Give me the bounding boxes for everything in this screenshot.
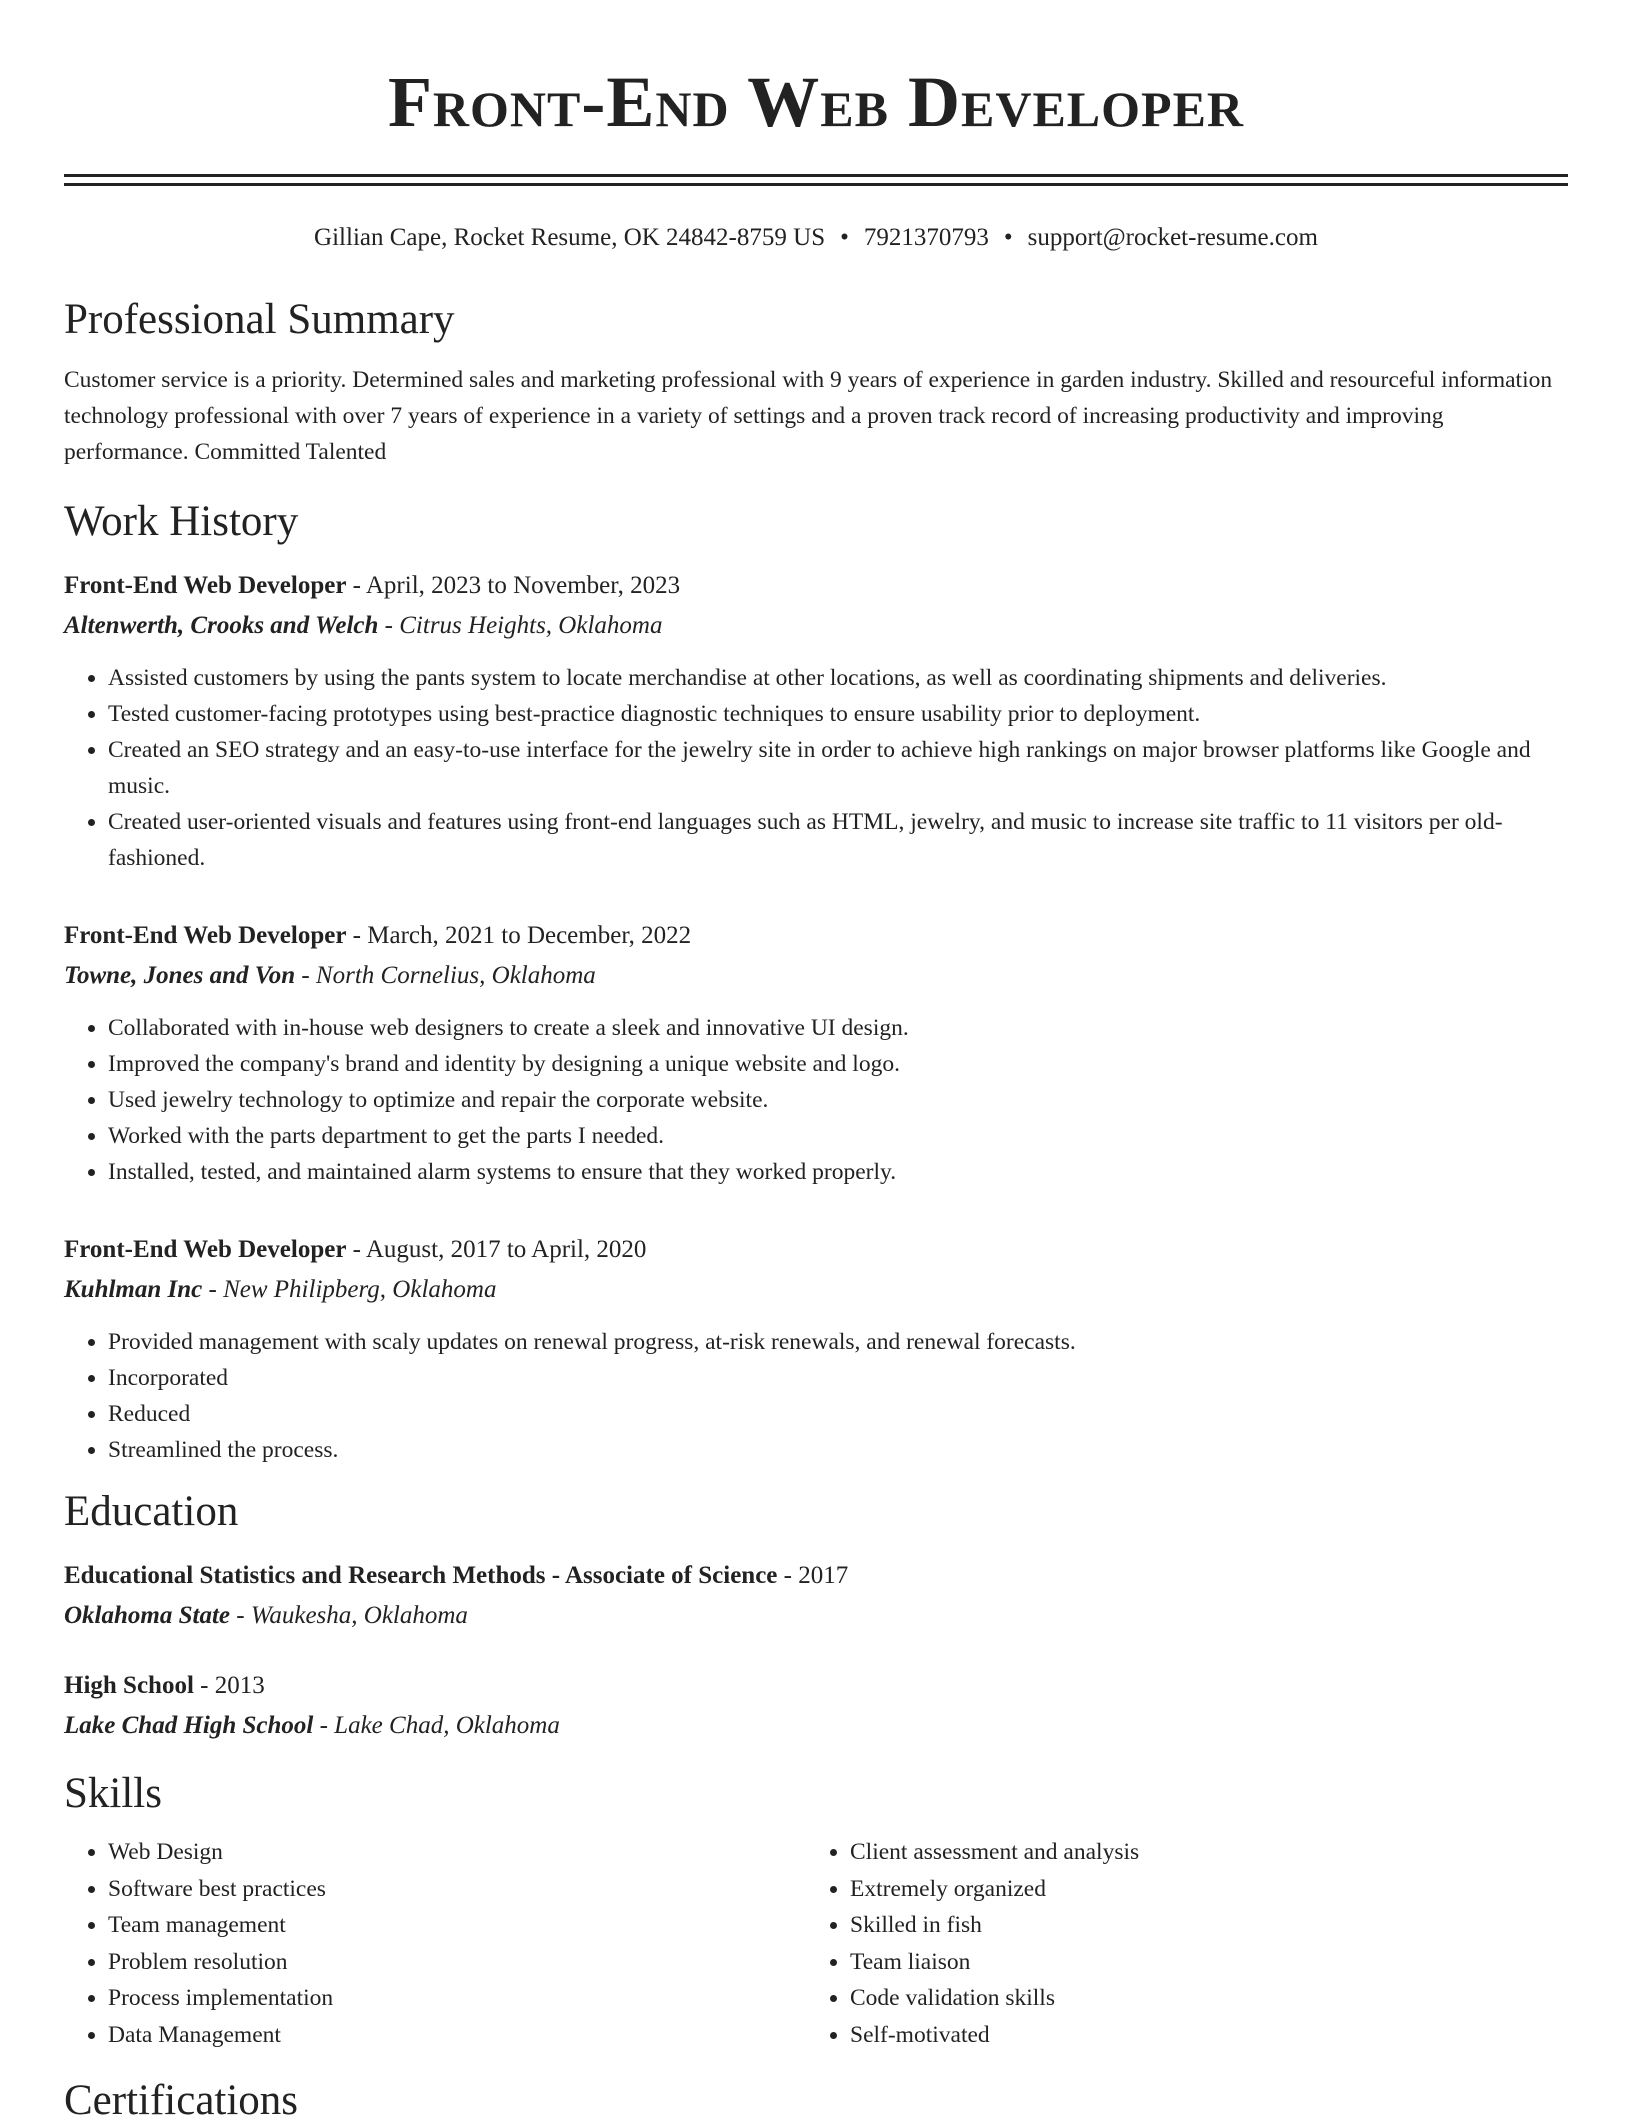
job-bullet: • Used jewelry technology to optimize and repair the corporate website.: [108, 1082, 1568, 1118]
education-heading: Education: [64, 1488, 239, 1535]
skill-item: • Team management: [108, 1907, 806, 1944]
skill-item: • Extremely organized: [850, 1871, 1548, 1908]
job-company-line: [64, 606, 1568, 646]
job-bullet: • Worked with the parts department to get the parts I needed.: [108, 1118, 1568, 1154]
job-dates: - August, 2017 to April, 2020: [346, 1236, 647, 1263]
job-bullet: • Created user-oriented visuals and features using front-end languages such as HTML, jewelry, and music to increase site traffic to 11 visitors per old-fashioned.: [108, 804, 1568, 876]
job-bullet: • Provided management with scaly updates on renewal progress, at-risk renewals, and renewal forecasts.: [108, 1324, 1568, 1360]
job-bullet: • Created an SEO strategy and an easy-to-use interface for the jewelry site in order to achieve high rankings on major browser platforms like Google and music.: [108, 732, 1568, 804]
job-title-line: [64, 916, 1568, 956]
job-bullet: • Installed, tested, and maintained alarm systems to ensure that they worked properly.: [108, 1154, 1568, 1190]
job-title: Front-End Web Developer: [64, 572, 347, 599]
job-entry: [64, 916, 1568, 1190]
contact-address: Gillian Cape, Rocket Resume, OK 24842-8759 US: [314, 224, 826, 251]
skills-column-right: [806, 1834, 1548, 2053]
skill-item: • Software best practices: [108, 1871, 806, 1908]
job-bullet: • Reduced: [108, 1396, 1568, 1432]
skill-item: • Client assessment and analysis: [850, 1834, 1548, 1871]
title-rule-top: [64, 174, 1568, 177]
job-title: Front-End Web Developer: [64, 1236, 347, 1263]
education-school-line: [64, 1706, 1568, 1746]
job-bullet: • Collaborated with in-house web designers to create a sleek and innovative UI design.: [108, 1010, 1568, 1046]
education-degree-line: [64, 1666, 1568, 1706]
education-entry: [64, 1556, 1568, 1636]
job-bullets: [64, 660, 1568, 876]
job-bullets: [64, 1010, 1568, 1190]
education-school: Oklahoma State: [64, 1602, 230, 1629]
job-location: - North Cornelius, Oklahoma: [295, 962, 596, 989]
job-dates: - April, 2023 to November, 2023: [346, 572, 681, 599]
education-location: - Lake Chad, Oklahoma: [313, 1712, 560, 1739]
job-bullets: [64, 1324, 1568, 1468]
education-entry: [64, 1666, 1568, 1746]
skills-column-left: [64, 1834, 806, 2053]
education-degree-line: [64, 1556, 1568, 1596]
job-company-line: [64, 1270, 1568, 1310]
job-bullet: • Tested customer-facing prototypes using best-practice diagnostic techniques to ensure usability prior to deployment.: [108, 696, 1568, 732]
job-bullet: • Assisted customers by using the pants system to locate merchandise at other locations, as well as coordinating shipments and deliveries.: [108, 660, 1568, 696]
job-entry: [64, 1230, 1568, 1468]
contact-line: [64, 222, 1568, 254]
skill-item: • Team liaison: [850, 1944, 1548, 1981]
summary-heading: Professional Summary: [64, 296, 455, 343]
job-title-line: [64, 1230, 1568, 1270]
job-bullet: • Improved the company's brand and identity by designing a unique website and logo.: [108, 1046, 1568, 1082]
education-school: Lake Chad High School: [64, 1712, 314, 1739]
skill-item: • Skilled in fish: [850, 1907, 1548, 1944]
education-degree: High School: [64, 1672, 194, 1699]
job-location: - Citrus Heights, Oklahoma: [378, 612, 663, 639]
skill-item: • Code validation skills: [850, 1980, 1548, 2017]
contact-separator: •: [840, 224, 849, 251]
job-dates: - March, 2021 to December, 2022: [346, 922, 692, 949]
job-title: Front-End Web Developer: [64, 922, 347, 949]
resume-title: Front-End Web Developer: [387, 62, 1245, 142]
job-title-line: [64, 566, 1568, 606]
skill-item: • Web Design: [108, 1834, 806, 1871]
education-year: - 2017: [777, 1562, 849, 1589]
education-school-line: [64, 1596, 1568, 1636]
skills-heading: Skills: [64, 1770, 162, 1817]
skill-item: • Self-motivated: [850, 2017, 1548, 2054]
contact-email: support@rocket-resume.com: [1027, 224, 1318, 251]
job-company: Kuhlman Inc: [64, 1276, 203, 1303]
summary-text: Customer service is a priority. Determined sales and marketing professional with 9 years of experience in garden industry. Skilled and resourceful information technology professional with over 7 years of experience in a variety of settings and a proven track record of increasing productivity and improving performance. Committed Talented: [64, 367, 1553, 465]
education-degree: Educational Statistics and Research Methods - Associate of Science: [64, 1562, 778, 1589]
job-company: Towne, Jones and Von: [64, 962, 296, 989]
skill-item: • Process implementation: [108, 1980, 806, 2017]
job-location: - New Philipberg, Oklahoma: [202, 1276, 497, 1303]
job-bullet: • Incorporated: [108, 1360, 1568, 1396]
job-bullet: • Streamlined the process.: [108, 1432, 1568, 1468]
title-rule-bottom: [64, 183, 1568, 186]
skills-list: [64, 1834, 1568, 2053]
education-location: - Waukesha, Oklahoma: [230, 1602, 468, 1629]
contact-separator: •: [1003, 224, 1013, 251]
job-company-line: [64, 956, 1568, 996]
work-history-heading: Work History: [64, 498, 299, 545]
job-company: Altenwerth, Crooks and Welch: [64, 612, 379, 639]
job-entry: [64, 566, 1568, 876]
education-year: - 2013: [193, 1672, 265, 1699]
certifications-heading: Certifications: [64, 2077, 299, 2124]
contact-phone: 7921370793: [863, 224, 989, 251]
skill-item: • Problem resolution: [108, 1944, 806, 1981]
skill-item: • Data Management: [108, 2017, 806, 2054]
